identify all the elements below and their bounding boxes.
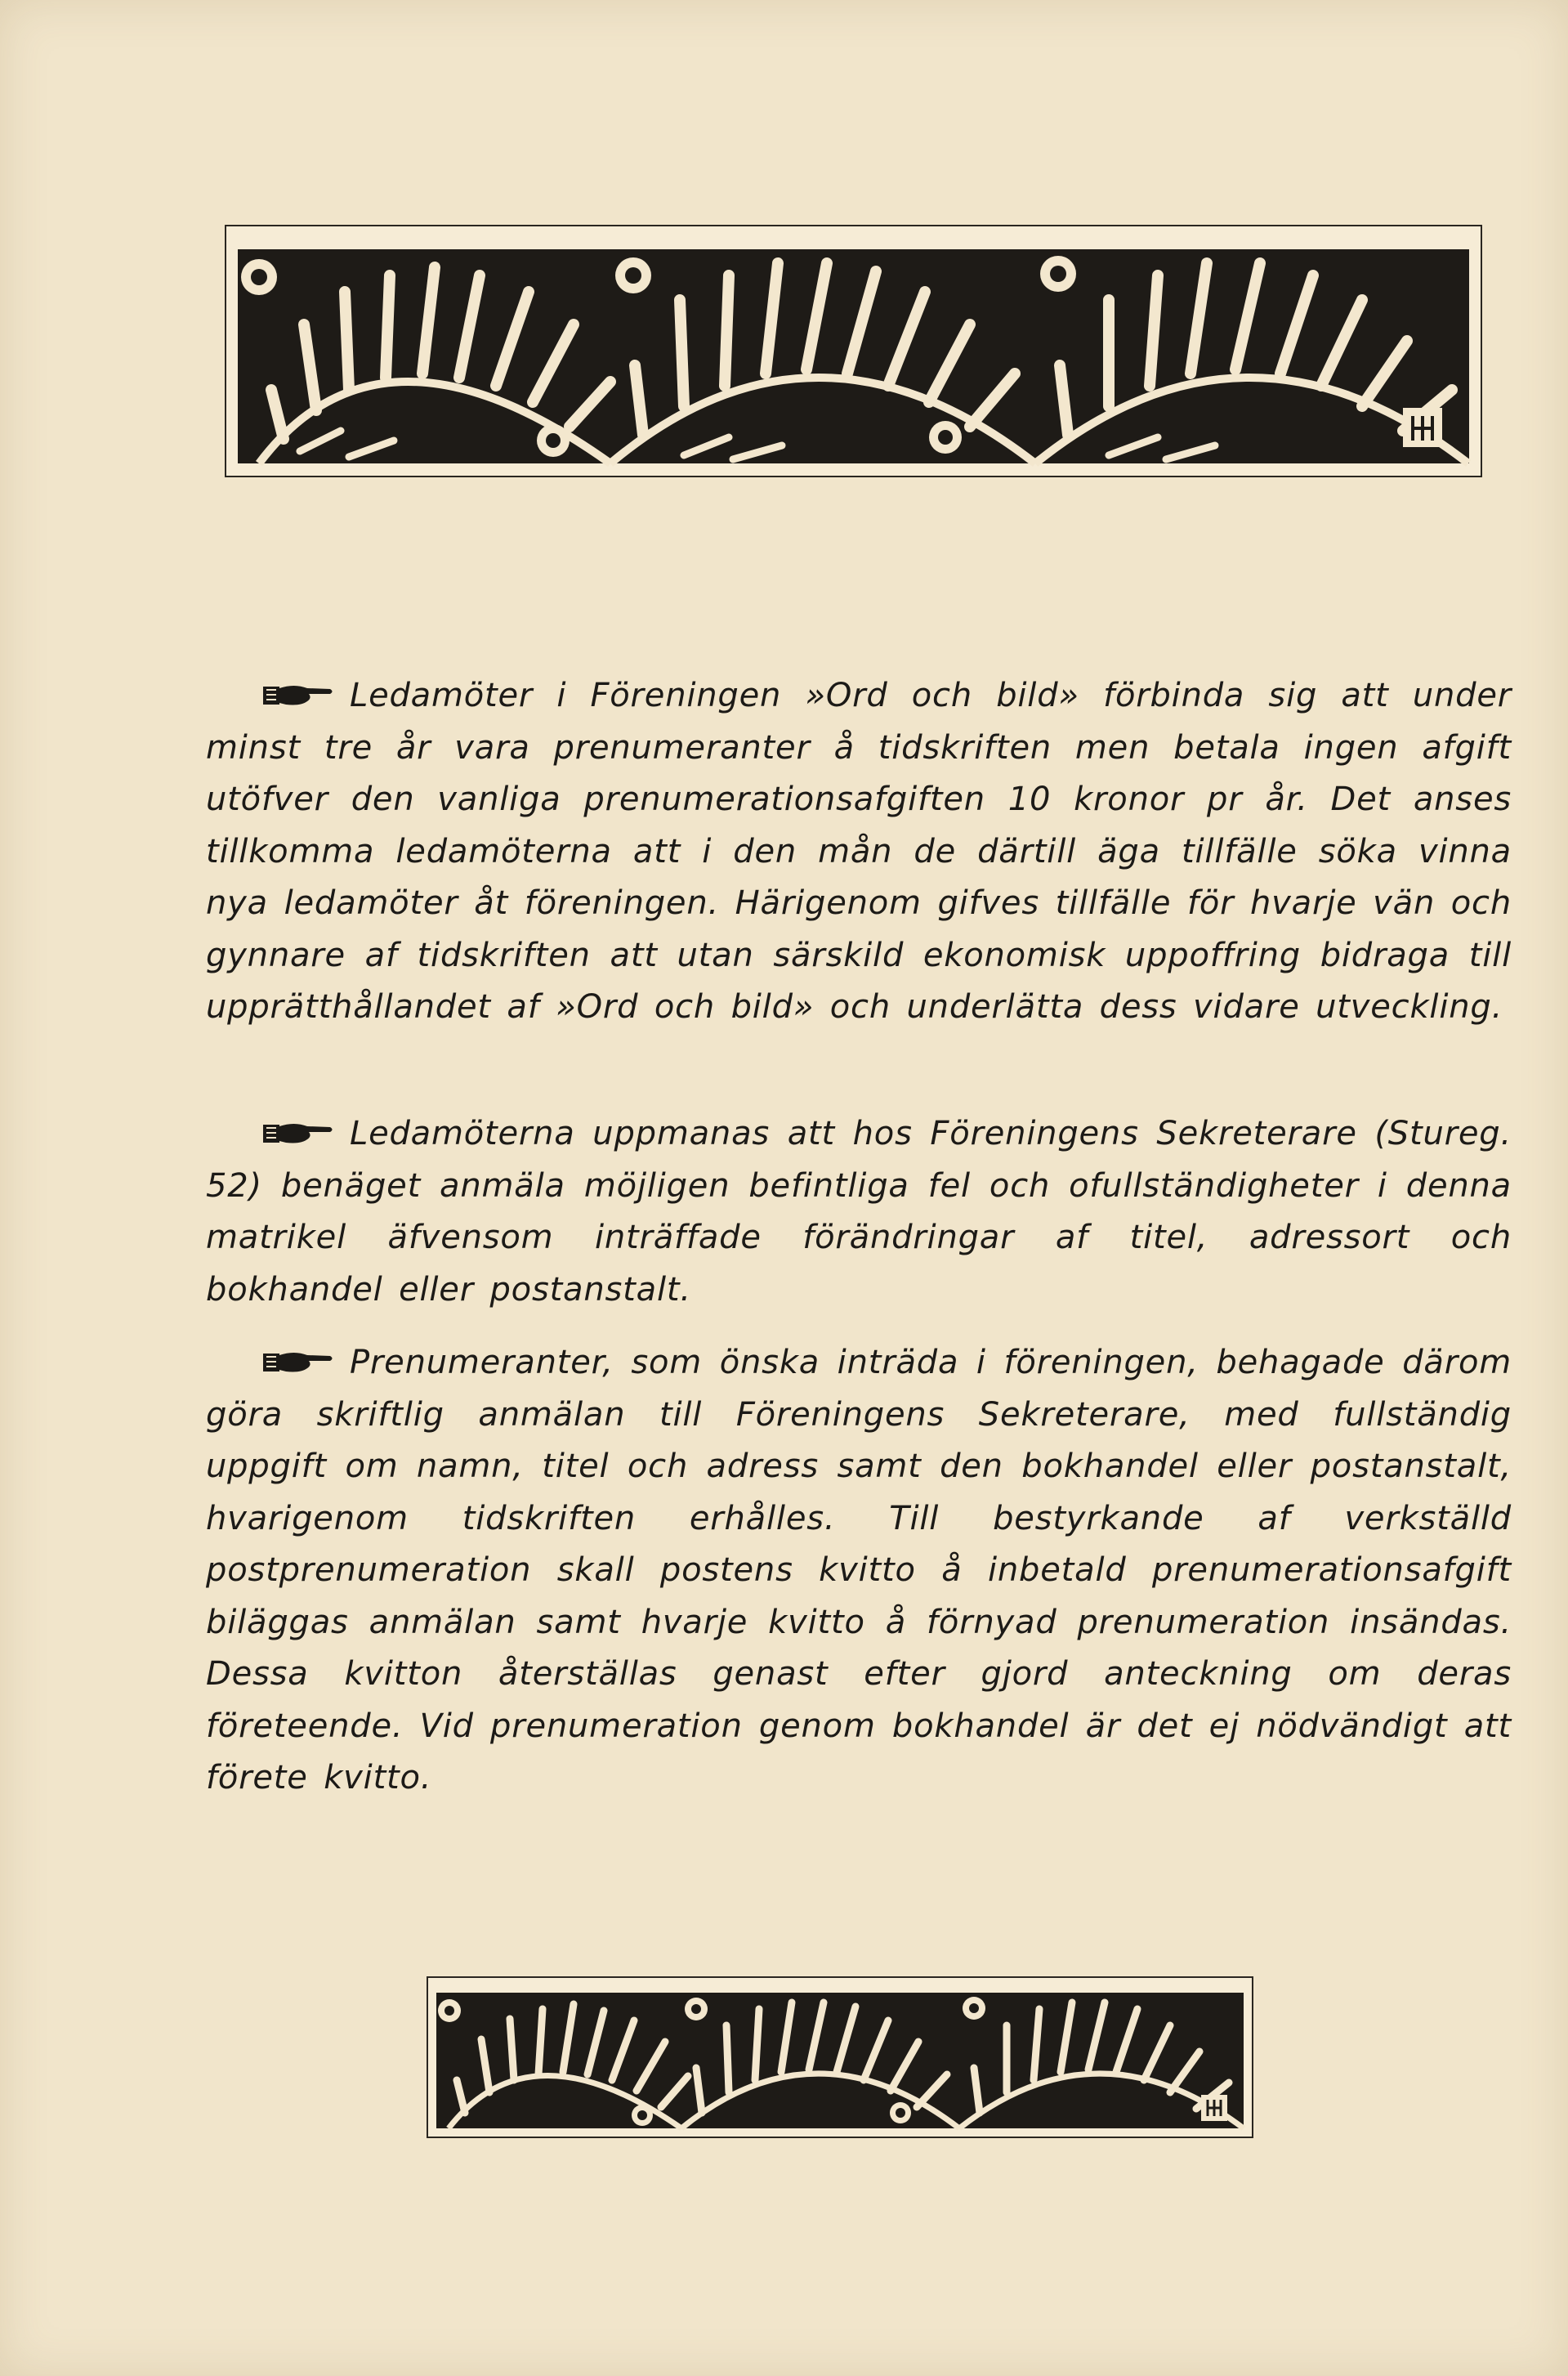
pointing-hand-icon xyxy=(261,1345,335,1378)
pointing-hand-icon xyxy=(261,1116,335,1149)
fern-frieze-icon xyxy=(226,226,1481,476)
artist-monogram-icon xyxy=(1403,408,1442,447)
pointing-hand-icon xyxy=(261,678,335,711)
paragraph-1-text: Ledamöter i Föreningen »Ord och bild» förbinda sig att under minst tre år vara prenumeranter å tidskriften men betala ingen afgift utöfver den vanliga prenumerationsafgiften 10 kronor pr år. Det anses tillkomma ledamöterna att i den mån de därtill äga tillfälle söka vinna nya ledamöter åt föreningen. Härigenom gifves tillfälle för hvarje vän och gynnare af tidskriften att utan särskild ekonomisk uppoffring bidraga till upprätthållandet af »Ord och bild» och underlätta dess vidare utveckling. xyxy=(206,677,1512,1026)
artist-monogram-icon xyxy=(1201,2095,1227,2121)
paragraph-2-text: Ledamöterna uppmanas att hos Föreningens Sekreterare (Stureg. 52) benäget anmäla möjligen befintliga fel och ofullständigheter i denna matrikel äfvensom inträffade förändringar af titel, adressort och bokhandel eller postanstalt. xyxy=(206,1115,1512,1309)
fern-frieze-top xyxy=(225,225,1482,477)
paragraph-membership xyxy=(206,670,1512,1034)
paragraph-3-text: Prenumeranter, som önska inträda i föreningen, behagade därom göra skriftlig anmälan till Föreningens Sekreterare, med fullständig uppgift om namn, titel och adress samt den bokhandel eller postanstalt, hvarigenom tidskriften erhålles. Till bestyrkande af verkställd postprenumeration skall postens kvitto å inbetald prenumerationsafgift biläggas anmälan samt hvarje kvitto å förnyad prenumeration insändas. Dessa kvitton återställas genast efter gjord anteckning om deras företeende. Vid prenumeration genom bokhandel är det ej nödvändigt att förete kvitto. xyxy=(206,1344,1512,1797)
paragraph-corrections xyxy=(206,1108,1512,1316)
paragraph-subscribers xyxy=(206,1337,1512,1805)
fern-frieze-bottom xyxy=(427,1976,1253,2138)
fern-frieze-icon xyxy=(428,1978,1252,2137)
